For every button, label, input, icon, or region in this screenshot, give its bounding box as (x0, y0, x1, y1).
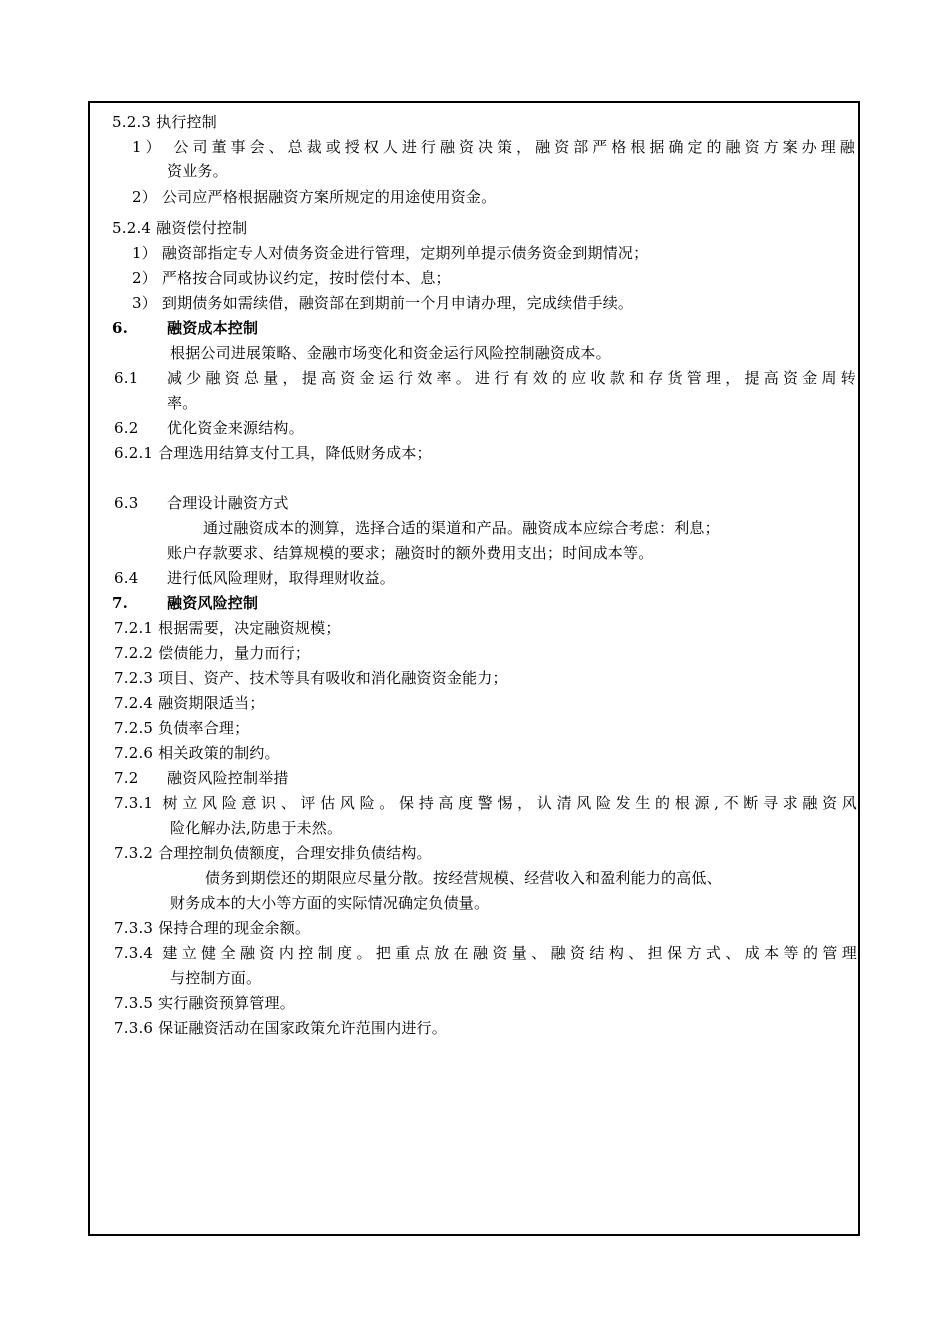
section-7-2-3: 7.2.3 项目、资产、技术等具有吸收和消化融资资金能力； (114, 669, 508, 687)
section-5-2-4-title: 5.2.4 融资偿付控制 (112, 219, 248, 237)
section-7-number: 7. (112, 594, 129, 612)
section-7-3-2: 7.3.2 合理控制负债额度，合理安排负债结构。 (114, 844, 432, 862)
section-7-3-4-cont: 与控制方面。 (170, 969, 262, 987)
section-6-intro: 根据公司进展策略、金融市场变化和资金运行风险控制融资成本。 (170, 344, 611, 362)
section-6-4-text: 进行低风险理财，取得理财收益。 (167, 569, 396, 587)
section-5-2-3-title: 5.2.3 执行控制 (112, 113, 217, 131)
section-7-2-1: 7.2.1 根据需要，决定融资规模； (114, 619, 341, 637)
section-7-title: 融资风险控制 (167, 594, 259, 612)
section-6-3-text: 通过融资成本的测算，选择合适的渠道和产品。融资成本应综合考虑：利息； (203, 519, 720, 537)
section-6-3-title: 合理设计融资方式 (167, 494, 289, 512)
section-6-2-text: 优化资金来源结构。 (167, 419, 304, 437)
section-5-2-3-item-1: 1） 公司董事会、总裁或授权人进行融资决策，融资部严格根据确定的融资方案办理融 (132, 138, 855, 156)
section-7-3-1-cont: 险化解办法,防患于未然。 (170, 819, 343, 837)
section-5-2-3-item-1-cont: 资业务。 (167, 162, 228, 180)
section-7-3-5: 7.3.5 实行融资预算管理。 (114, 994, 295, 1012)
section-7-3-3: 7.3.3 保持合理的现金余额。 (114, 919, 311, 937)
section-7-2-2: 7.2.2 偿债能力，量力而行； (114, 644, 311, 662)
section-7-3-2-text: 债务到期偿还的期限应尽量分散。按经营规模、经营收入和盈利能力的高低、 (205, 869, 722, 887)
section-7-2-5: 7.2.5 负债率合理； (114, 719, 250, 737)
section-5-2-4-item-3: 3） 到期债务如需续借，融资部在到期前一个月申请办理，完成续借手续。 (132, 294, 634, 312)
section-7-3-4: 7.3.4 建立健全融资内控制度。把重点放在融资量、融资结构、担保方式、成本等的管理 (114, 944, 857, 962)
section-7-3-1: 7.3.1 树立风险意识、评估风险。保持高度警惕，认清风险发生的根源,不断寻求融资风 (114, 794, 857, 812)
section-6-3-number: 6.3 (114, 494, 139, 512)
section-6-title: 融资成本控制 (167, 319, 259, 337)
section-7-2-4: 7.2.4 融资期限适当； (114, 694, 265, 712)
section-6-1-text: 减少融资总量，提高资金运行效率。进行有效的应收款和存货管理，提高资金周转 (167, 369, 856, 387)
section-7-3-6: 7.3.6 保证融资活动在国家政策允许范围内进行。 (114, 1019, 447, 1037)
section-6-number: 6. (112, 319, 129, 337)
section-6-3-text-cont: 账户存款要求、结算规模的要求；融资时的额外费用支出；时间成本等。 (167, 544, 654, 562)
section-7-3-2-text-cont: 财务成本的大小等方面的实际情况确定负债量。 (170, 894, 490, 912)
section-6-1-text-cont: 率。 (167, 394, 198, 412)
section-5-2-4-item-2: 2） 严格按合同或协议约定，按时偿付本、息； (132, 269, 451, 287)
section-5-2-3-item-2: 2） 公司应严格根据融资方案所规定的用途使用资金。 (132, 188, 497, 206)
section-5-2-4-item-1: 1） 融资部指定专人对债务资金进行管理，定期列单提示债务资金到期情况； (132, 244, 649, 262)
section-6-4-number: 6.4 (114, 569, 139, 587)
section-7-2-6: 7.2.6 相关政策的制约。 (114, 744, 280, 762)
section-6-2-number: 6.2 (114, 419, 139, 437)
section-7-2-number: 7.2 (114, 769, 139, 787)
section-7-2-title: 融资风险控制举措 (167, 769, 289, 787)
section-6-2-1-text: 6.2.1 合理选用结算支付工具，降低财务成本； (114, 444, 432, 462)
section-6-1-number: 6.1 (114, 369, 139, 387)
